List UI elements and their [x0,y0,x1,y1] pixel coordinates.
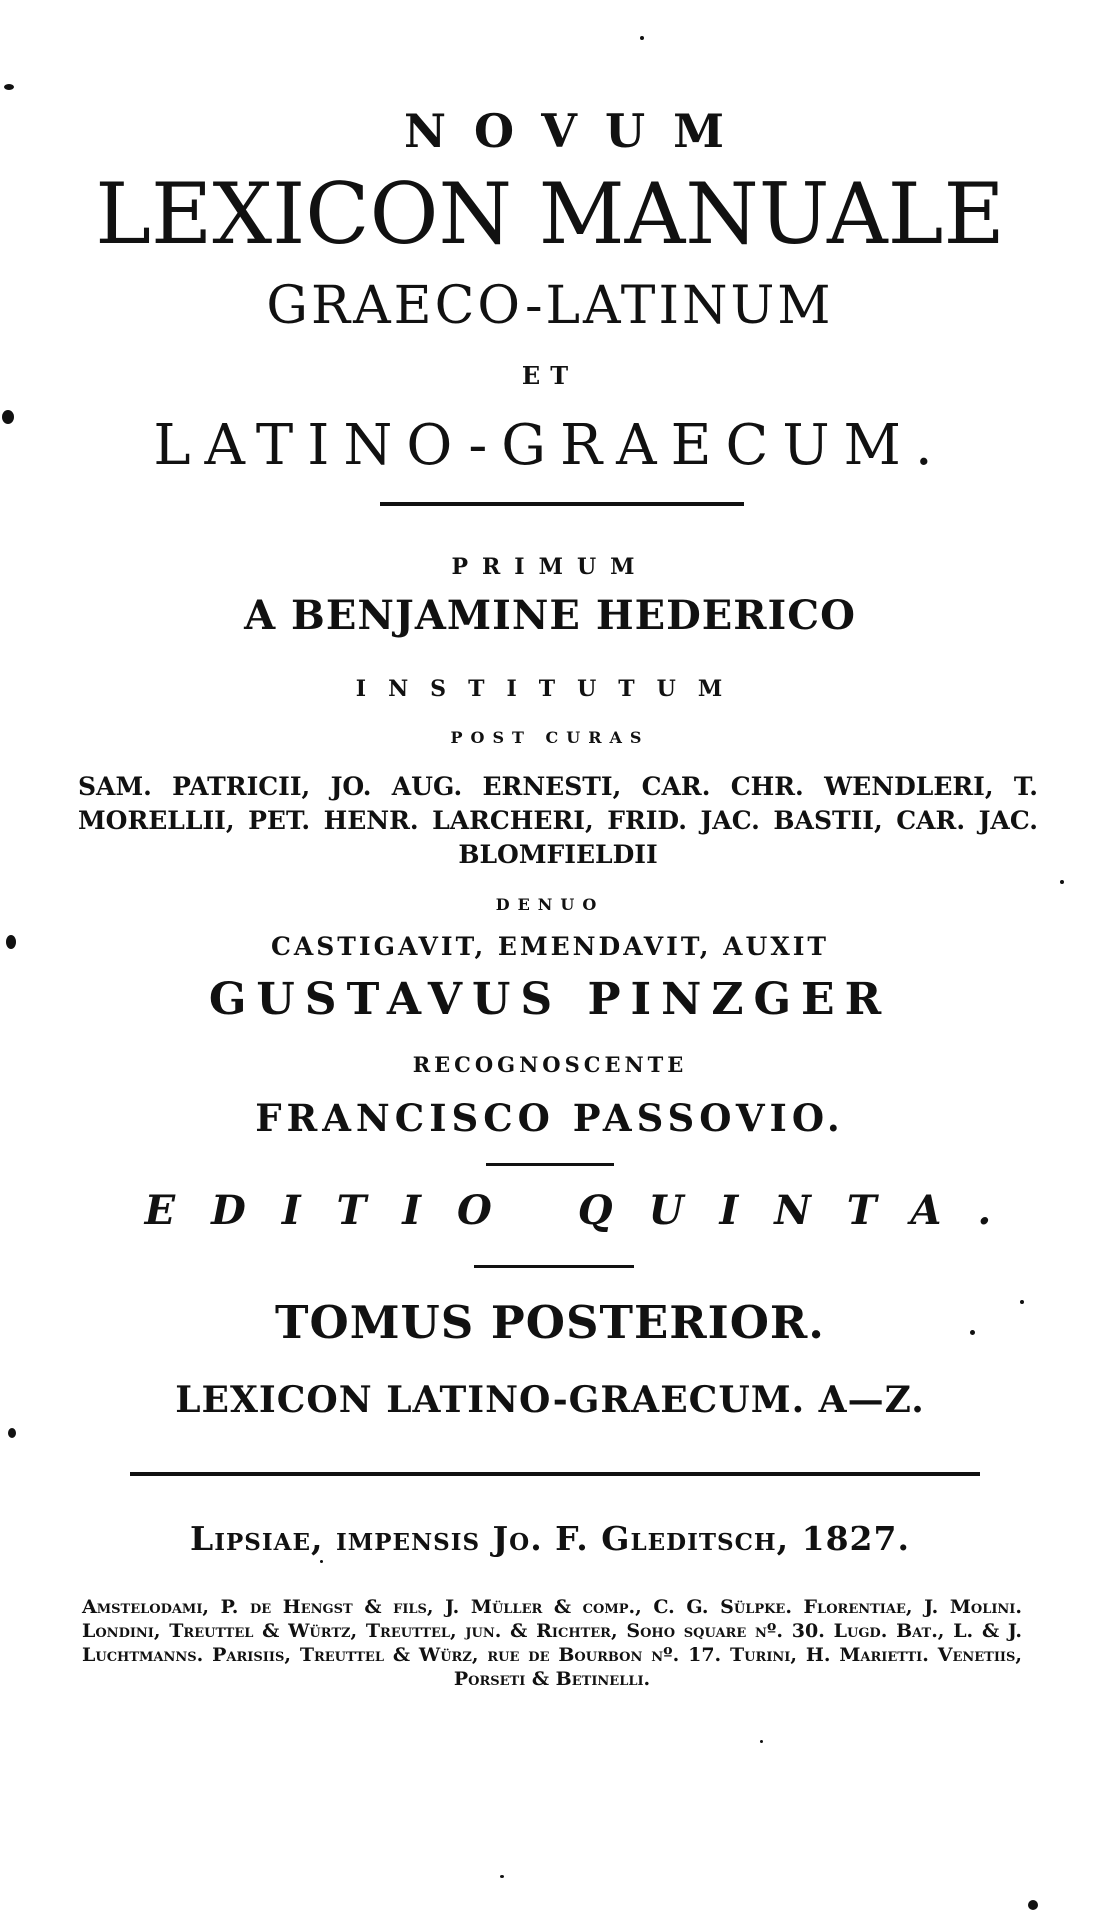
scan-speck [1020,1300,1024,1304]
scan-speck [320,1560,323,1563]
divider-rule-4 [130,1472,980,1476]
scan-speck [500,1875,504,1878]
edition-line: EDITIO QUINTA. [144,1187,1028,1234]
post-curas-label: POST CURAS [450,728,650,747]
castigavit-line: CASTIGAVIT, EMENDAVIT, AUXIT [270,932,830,961]
editors-list: SAM. PATRICII, JO. AUG. ERNESTI, CAR. CHR. WENDLERI, T. MORELLII, PET. HENR. LARCHERI, FRID. JAC. BASTII, CAR. JAC. BLOMFIELDII [78,772,1038,869]
scan-speck [970,1330,975,1335]
primum-label: PRIMUM [451,554,649,580]
divider-rule-1 [380,502,744,506]
recognoscente-label: RECOGNOSCENTE [412,1052,688,1077]
title-lexicon-manuale: LEXICON MANUALE [95,165,1005,263]
title-novum: NOVUM [403,104,753,158]
volume-subtitle: LEXICON LATINO-GRAECUM. A—Z. [175,1379,925,1421]
scan-speck [640,36,644,40]
title-et: ET [521,361,579,390]
publisher-line: Lipsiae, impensis Jo. F. Gleditsch, 1827. [190,1519,910,1558]
institutum-label: INSTITUTUM [355,676,745,702]
scan-speck [4,84,14,90]
divider-rule-2 [486,1163,614,1166]
original-author: A BENJAMINE HEDERICO [244,592,856,639]
scan-speck [760,1740,763,1743]
title-latino-graecum: LATINO-GRAECUM. [153,413,947,478]
scan-speck [2,410,14,424]
denuo-label: DENUO [495,895,605,914]
reviewer-name: FRANCISCO PASSOVIO. [255,1096,845,1140]
booksellers-list: Amstelodami, P. de Hengst & fils, J. Müller & comp., C. G. Sülpke. Florentiae, J. Molini. Londini, Treuttel & Würtz, Treuttel, jun. & Richter, Soho square nº. 30. Lugd. Bat., L. & J. Luchtmanns. Parisiis, Treuttel & Würz, rue de Bourbon nº. 17. Turini, H. Marietti. Venetiis, Porseti & Betinelli. [82,1596,1022,1690]
volume-title: TOMUS POSTERIOR. [275,1296,825,1349]
divider-rule-3 [474,1265,634,1268]
scan-speck [8,1428,16,1438]
scan-speck [1060,880,1064,884]
scan-speck [6,935,16,949]
title-graeco-latinum: GRAECO-LATINUM [266,276,834,336]
reviser-name: GUSTAVUS PINZGER [208,974,892,1025]
scan-speck [1028,1900,1038,1910]
